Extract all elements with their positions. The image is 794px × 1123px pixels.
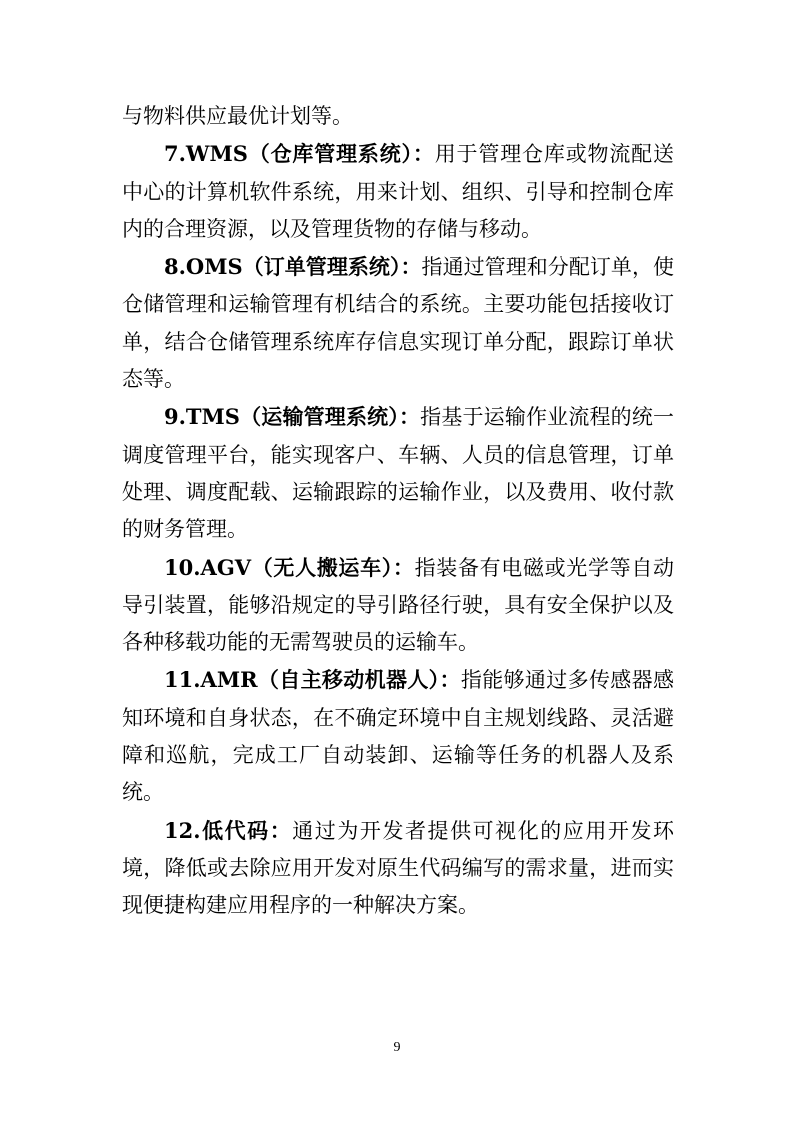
definition-low-code <box>122 812 674 925</box>
definition-term: 7.WMS（仓库管理系统）： <box>164 141 435 167</box>
page-number: 9 <box>393 1040 401 1055</box>
definition-term: 10.AGV（无人搬运车）： <box>164 554 415 580</box>
definition-tms <box>122 398 674 548</box>
definition-text: 指基于运输作业流程的统一调度管理平台，能实现客户、车辆、人员的信息管理，订单处理、调度配载、运输跟踪的运输作业，以及费用、收付款的财务管理。 <box>122 405 675 542</box>
continuation-paragraph: 与物料供应最优计划等。 <box>122 104 353 128</box>
definition-amr <box>122 661 674 811</box>
definition-term: 8.OMS（订单管理系统）： <box>164 254 422 280</box>
definition-term: 9.TMS（运输管理系统）： <box>164 404 421 430</box>
definition-oms <box>122 248 674 398</box>
definition-wms <box>122 135 674 248</box>
definition-text: 通过为开发者提供可视化的应用开发环境，降低或去除应用开发对原生代码编写的需求量，进而实现便捷构建应用程序的一种解决方案。 <box>122 818 674 918</box>
definition-text: 用于管理仓库或物流配送中心的计算机软件系统，用来计划、组织、引导和控制仓库内的合理资源，以及管理货物的存储与移动。 <box>122 142 675 241</box>
definition-term: 12.低代码： <box>164 817 293 843</box>
definition-text: 指通过管理和分配订单，使仓储管理和运输管理有机结合的系统。主要功能包括接收订单，结合仓储管理系统库存信息实现订单分配，跟踪订单状态等。 <box>122 255 674 392</box>
definition-text: 指装备有电磁或光学等自动导引装置，能够沿规定的导引路径行驶，具有安全保护以及各种移载功能的无需驾驶员的运输车。 <box>122 555 674 655</box>
definition-text: 指能够通过多传感器感知环境和自身状态，在不确定环境中自主规划线路、灵活避障和巡航，完成工厂自动装卸、运输等任务的机器人及系统。 <box>122 668 674 805</box>
page-content <box>122 98 674 925</box>
definition-term: 11.AMR（自主移动机器人）： <box>164 667 461 693</box>
definition-agv <box>122 549 674 662</box>
